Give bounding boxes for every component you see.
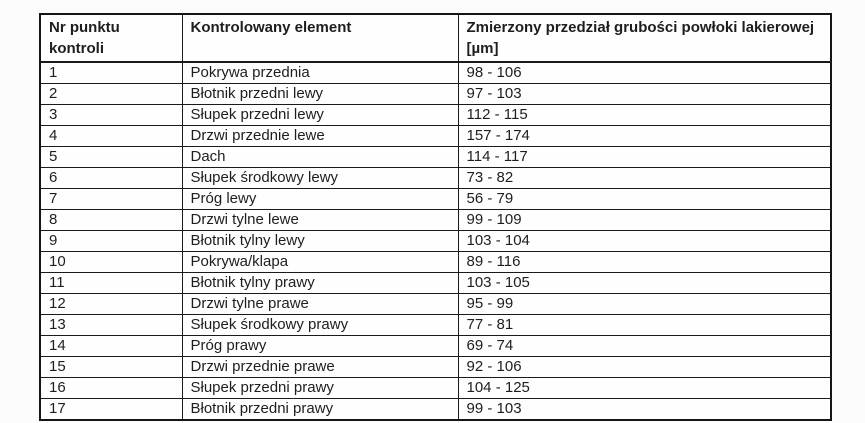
cell-nr: 13 — [40, 315, 182, 336]
cell-range: 112 - 115 — [458, 105, 831, 126]
cell-element: Drzwi przednie prawe — [182, 357, 458, 378]
table-row — [40, 294, 831, 315]
table-row — [40, 399, 831, 421]
cell-element: Drzwi przednie lewe — [182, 126, 458, 147]
cell-nr: 12 — [40, 294, 182, 315]
cell-range: 56 - 79 — [458, 189, 831, 210]
cell-nr: 2 — [40, 84, 182, 105]
cell-nr: 6 — [40, 168, 182, 189]
cell-element: Błotnik tylny prawy — [182, 273, 458, 294]
cell-nr: 15 — [40, 357, 182, 378]
cell-element: Słupek przedni prawy — [182, 378, 458, 399]
cell-range: 103 - 105 — [458, 273, 831, 294]
cell-range: 89 - 116 — [458, 252, 831, 273]
cell-element: Błotnik przedni prawy — [182, 399, 458, 421]
cell-element: Słupek środkowy prawy — [182, 315, 458, 336]
table-header-row — [40, 14, 831, 62]
cell-range: 77 - 81 — [458, 315, 831, 336]
cell-range: 99 - 103 — [458, 399, 831, 421]
cell-element: Błotnik przedni lewy — [182, 84, 458, 105]
cell-element: Drzwi tylne prawe — [182, 294, 458, 315]
cell-nr: 16 — [40, 378, 182, 399]
table-row — [40, 147, 831, 168]
cell-nr: 1 — [40, 62, 182, 84]
cell-range: 103 - 104 — [458, 231, 831, 252]
cell-nr: 11 — [40, 273, 182, 294]
cell-element: Próg lewy — [182, 189, 458, 210]
cell-element: Błotnik tylny lewy — [182, 231, 458, 252]
cell-nr: 7 — [40, 189, 182, 210]
cell-nr: 5 — [40, 147, 182, 168]
cell-element: Pokrywa przednia — [182, 62, 458, 84]
table-row — [40, 62, 831, 84]
cell-nr: 10 — [40, 252, 182, 273]
cell-element: Próg prawy — [182, 336, 458, 357]
table-row — [40, 126, 831, 147]
table-row — [40, 189, 831, 210]
cell-range: 95 - 99 — [458, 294, 831, 315]
cell-range: 92 - 106 — [458, 357, 831, 378]
cell-range: 99 - 109 — [458, 210, 831, 231]
table-row — [40, 84, 831, 105]
table-row — [40, 231, 831, 252]
table-row — [40, 252, 831, 273]
header-zmierzony-przedzial: Zmierzony przedział grubości powłoki lakierowej [µm] — [458, 14, 831, 62]
cell-element: Drzwi tylne lewe — [182, 210, 458, 231]
cell-element: Słupek środkowy lewy — [182, 168, 458, 189]
paint-thickness-table — [39, 13, 832, 421]
cell-element: Słupek przedni lewy — [182, 105, 458, 126]
table-row — [40, 357, 831, 378]
cell-nr: 8 — [40, 210, 182, 231]
cell-range: 157 - 174 — [458, 126, 831, 147]
cell-nr: 17 — [40, 399, 182, 421]
cell-nr: 4 — [40, 126, 182, 147]
cell-nr: 3 — [40, 105, 182, 126]
cell-range: 97 - 103 — [458, 84, 831, 105]
cell-range: 73 - 82 — [458, 168, 831, 189]
table-row — [40, 273, 831, 294]
header-nr-punktu-kontroli: Nr punktu kontroli — [40, 14, 182, 62]
table-row — [40, 336, 831, 357]
header-kontrolowany-element: Kontrolowany element — [182, 14, 458, 62]
cell-element: Pokrywa/klapa — [182, 252, 458, 273]
table-row — [40, 105, 831, 126]
cell-range: 114 - 117 — [458, 147, 831, 168]
cell-range: 69 - 74 — [458, 336, 831, 357]
cell-element: Dach — [182, 147, 458, 168]
cell-nr: 9 — [40, 231, 182, 252]
cell-range: 104 - 125 — [458, 378, 831, 399]
table-row — [40, 210, 831, 231]
table-row — [40, 168, 831, 189]
cell-range: 98 - 106 — [458, 62, 831, 84]
table-row — [40, 315, 831, 336]
table-row — [40, 378, 831, 399]
cell-nr: 14 — [40, 336, 182, 357]
